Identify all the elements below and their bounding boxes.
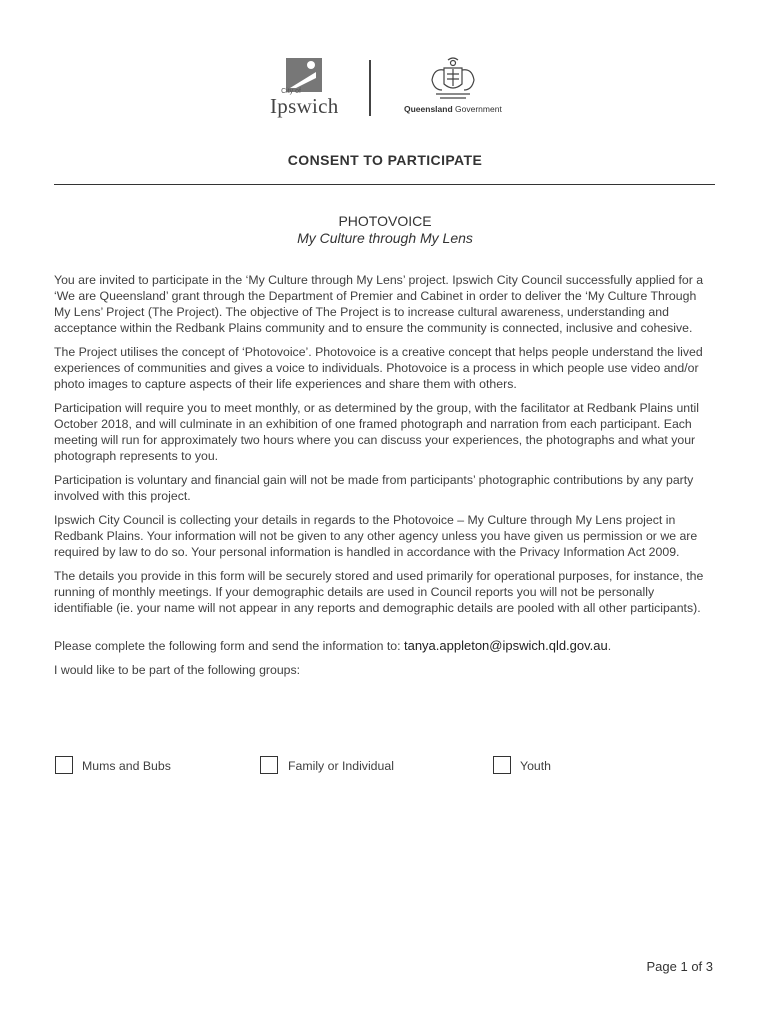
coat-of-arms-icon — [426, 56, 480, 102]
queensland-government-logo — [400, 56, 510, 118]
paragraph-4: Participation is voluntary and financial gain will not be made from participants’ photographic contributions by any party involved with this project. — [54, 473, 694, 503]
document-body — [54, 272, 716, 686]
family-or-individual-label: Family or Individual — [288, 759, 394, 773]
qld-bold: Queensland — [404, 104, 453, 114]
paragraph-2: The Project utilises the concept of ‘Photovoice’. Photovoice is a creative concept that helps people understand the lived experiences of communities and gives a voice to individuals. Photovoice is a process in which people use video and/or photo images to capture aspects of their life experiences and share them with others. — [54, 345, 703, 391]
youth-label: Youth — [520, 759, 552, 773]
group-options — [54, 756, 716, 778]
paragraph-6: The details you provide in this form will be securely stored and used primarily for operational purposes, for instance, the running of monthly meetings. If your demographic details are used in Council reports you will not be personally identifiable (ie. your name will not appear in any reports and demographic details are pooled with all other participants). — [54, 569, 704, 615]
contact-email[interactable]: tanya.appleton@ipswich.qld.gov.au — [403, 638, 608, 653]
family-or-individual-checkbox[interactable] — [260, 756, 278, 774]
paragraph-5: Ipswich City Council is collecting your details in regards to the Photovoice – My Culture through My Lens project in Redbank Plains. Your information will not be given to any other agency unless you have given us permission or we are required by law to do so. Your personal information is handled in accordance with the Privacy Information Act 2009. — [54, 513, 698, 559]
paragraph-1: You are invited to participate in the ‘My Culture through My Lens’ project. Ipswich City Council successfully applied for a ‘We are Queensland’ grant through the Department of Premier and Cabinet in order to deliver the ‘My Culture Through My Lens’ Project (The Project). The objective of The Project is to increase cultural awareness, understanding and acceptance within the Redbank Plains community and to ensure the community is connected, inclusive and cohesive. — [54, 273, 704, 335]
ipswich-logo-small-text: City of — [281, 88, 301, 95]
instruction-end: . — [607, 639, 612, 653]
ipswich-logo-word: Ipswich — [270, 94, 339, 118]
mums-and-bubs-label: Mums and Bubs — [82, 759, 171, 773]
qld-rest: Government — [455, 104, 502, 114]
paragraph-3: Participation will require you to meet monthly, or as determined by the group, with the facilitator at Redbank Plains until October 2018, and will culminate in an exhibition of one framed photograph and narration from each participant. Each meeting will run for approximately two hours where you can discuss your experiences, the photographs and what your photograph represents to you. — [54, 401, 700, 463]
title-rule — [54, 184, 715, 185]
queensland-government-wordmark — [404, 104, 502, 114]
subtitle: PHOTOVOICE — [338, 213, 432, 229]
page-number: Page 1 of 3 — [646, 959, 713, 974]
ipswich-logo-icon — [286, 58, 322, 92]
youth-checkbox[interactable] — [493, 756, 511, 774]
document-title: CONSENT TO PARTICIPATE — [287, 152, 483, 168]
ipswich-logo — [270, 58, 340, 120]
instruction — [54, 638, 716, 654]
mums-and-bubs-checkbox[interactable] — [55, 756, 73, 774]
logo-divider — [369, 60, 371, 116]
instruction-text: Please complete the following form and send the information to: — [54, 639, 404, 653]
subtitle-italic: My Culture through My Lens — [297, 230, 473, 246]
groups-prompt: I would like to be part of the following groups: — [54, 663, 301, 677]
